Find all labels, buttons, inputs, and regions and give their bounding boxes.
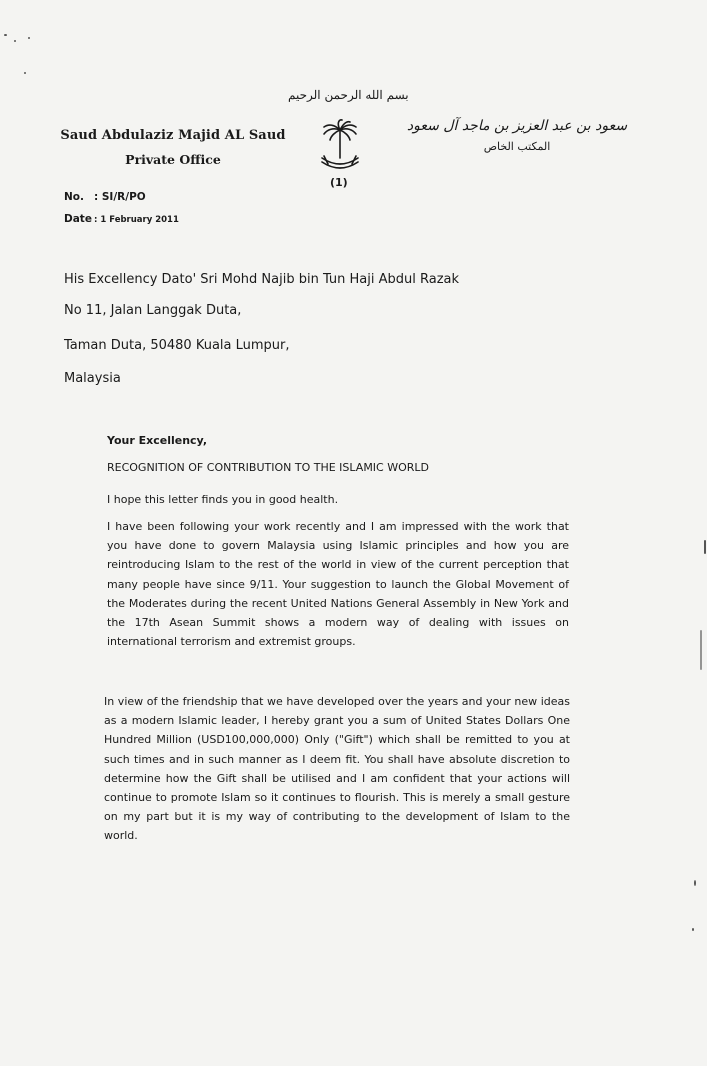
recipient-name: His Excellency Dato' Sri Mohd Najib bin Tun Haji Abdul Razak bbox=[64, 272, 460, 287]
basmala-inscription: بسم الله الرحمن الرحيم bbox=[288, 88, 409, 102]
letterhead-left bbox=[58, 128, 288, 167]
scan-speck bbox=[692, 928, 694, 931]
salutation: Your Excellency, bbox=[107, 434, 208, 447]
scan-speck bbox=[14, 40, 16, 42]
recipient-address-line: No 11, Jalan Langgak Duta, bbox=[64, 303, 242, 318]
sender-name: Saud Abdulaziz Majid AL Saud bbox=[60, 128, 286, 143]
sender-office: Private Office bbox=[125, 152, 221, 167]
reference-number-value: : SI/R/PO bbox=[94, 191, 146, 203]
scan-speck bbox=[24, 72, 26, 74]
reference-number-label: No. bbox=[64, 191, 84, 203]
reference-number bbox=[64, 191, 146, 203]
arabic-private-office: المكتب الخاص bbox=[483, 140, 551, 153]
letter-subject: RECOGNITION OF CONTRIBUTION TO THE ISLAMIC WORLD bbox=[107, 461, 430, 474]
letter-date bbox=[64, 213, 179, 225]
scan-speck bbox=[694, 880, 696, 886]
scan-speck bbox=[28, 37, 30, 39]
body-paragraph: In view of the friendship that we have developed over the years and your new ideas as a modern Islamic leader, I hereby grant you a sum of United States Dollars One Hundred Million (USD100,000,000) Only ("Gift") which shall be remitted to you at such times and in such manner as I deem fit. You shall have absolute discretion to determine how the Gift shall be utilised and I am confident that your actions will continue to promote Islam so it continues to flourish. This is merely a small gesture on my part but it is my way of contributing to the development of Islam to the world. bbox=[104, 695, 570, 843]
recipient-address-line: Taman Duta, 50480 Kuala Lumpur, bbox=[64, 338, 290, 353]
greeting-line: I hope this letter finds you in good health. bbox=[107, 493, 339, 506]
page-number: (1) bbox=[330, 176, 348, 189]
scan-speck bbox=[4, 34, 7, 36]
body-paragraph: I have been following your work recently and I am impressed with the work that you have done to govern Malaysia using Islamic principles and how you are reintroducing Islam to the rest of the world in view of the current perception that many people have since 9/11. Your suggestion to launch the Global Movement of the Moderates during the recent United Nations General Assembly in New York and the 17th Asean Summit shows a modern way of dealing with issues on international terrorism and extremist groups. bbox=[107, 520, 569, 649]
palm-and-swords-emblem-icon bbox=[318, 118, 362, 174]
scan-speck bbox=[700, 630, 702, 670]
letter-date-value: : 1 February 2011 bbox=[94, 215, 179, 225]
recipient-country: Malaysia bbox=[64, 371, 121, 386]
scan-speck bbox=[704, 540, 706, 554]
arabic-sender-name: سعود بن عبد العزيز بن ماجد آل سعود bbox=[406, 118, 628, 134]
letterhead-right bbox=[392, 118, 642, 153]
letter-date-label: Date bbox=[64, 213, 92, 225]
